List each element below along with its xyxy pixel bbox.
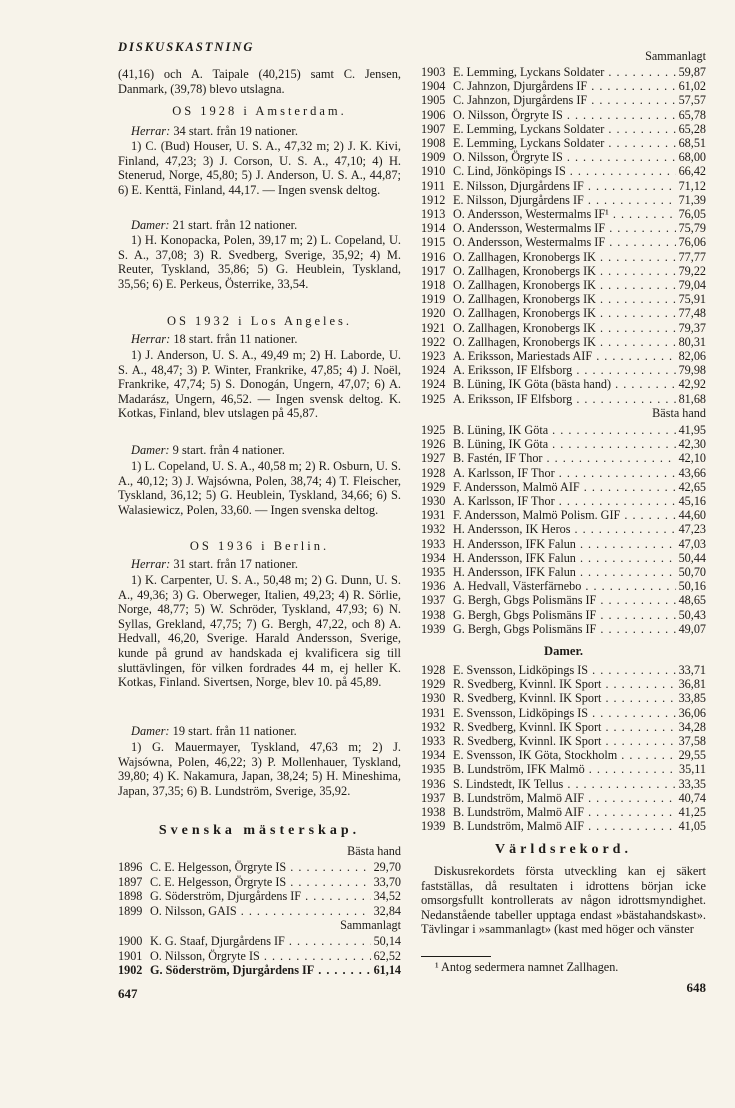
table-row	[421, 437, 706, 451]
intro-paragraph: (41,16) och A. Taipale (40,215) samt C. Jensen, Danmark, (39,78) blevo utslagna.	[118, 67, 401, 96]
value-cell: 50,14	[371, 934, 401, 948]
name-cell: B. Fastén, IF Thor . . .	[453, 451, 676, 465]
table-row	[421, 791, 706, 805]
table-row	[421, 221, 706, 235]
women-info-text: 21 start. från 12 nationer.	[172, 218, 298, 232]
year-cell: 1908	[421, 136, 446, 150]
name-cell: R. Svedberg, Kvinnl. IK Sport . . .	[453, 677, 676, 691]
os1936-women-info	[118, 724, 401, 739]
name-cell: B. Lundström, Malmö AIF . . .	[453, 805, 676, 819]
year-cell: 1939	[421, 819, 446, 834]
table-row	[421, 235, 706, 249]
value-cell: 76,05	[676, 207, 706, 221]
value-cell: 29,70	[371, 860, 401, 874]
value-cell: 34,52	[371, 889, 401, 903]
name-cell: A. Hedvall, Västerfärnebo . . .	[453, 579, 676, 593]
page-number-left: 647	[118, 986, 138, 1001]
year-cell: 1937	[421, 593, 446, 608]
name-cell: G. Söderström, Djurgårdens IF . . .	[150, 889, 371, 903]
name-cell: A. Eriksson, Mariestads AIF . . .	[453, 349, 676, 363]
year-cell: 1925	[421, 423, 446, 437]
running-head: DISKUSKASTNING	[118, 40, 255, 54]
year-cell: 1925	[421, 391, 446, 406]
year-cell: 1901	[118, 948, 143, 963]
name-cell: A. Eriksson, IF Elfsborg . . .	[453, 392, 676, 406]
os1928-men-info	[118, 124, 401, 139]
name-cell: E. Svensson, IK Göta, Stockholm . . .	[453, 748, 676, 762]
table-row	[421, 691, 706, 705]
os1932-heading: OS 1932 i Los Angeles.	[166, 314, 353, 328]
table-row	[421, 321, 706, 335]
value-cell: 32,84	[371, 904, 401, 918]
table-row	[421, 423, 706, 437]
name-cell: A. Karlsson, IF Thor . . .	[453, 494, 676, 508]
year-cell: 1934	[421, 748, 446, 763]
value-cell: 42,10	[676, 451, 706, 465]
footnote: ¹ Antog sedermera namnet Zallhagen.	[435, 960, 619, 974]
year-cell: 1924	[421, 363, 446, 378]
year-cell: 1920	[421, 306, 446, 321]
men-info-text: 18 start. från 11 nationer.	[173, 332, 298, 346]
table-row	[118, 934, 401, 948]
men-info-text: 34 start. från 19 nationer.	[173, 124, 298, 138]
name-cell: O. Andersson, Westermalms IF . . .	[453, 235, 676, 249]
name-cell: O. Nilsson, GAIS . . .	[150, 904, 371, 918]
year-cell: 1933	[421, 734, 446, 748]
value-cell: 75,91	[676, 292, 706, 306]
year-cell: 1924	[421, 377, 446, 392]
table-row	[421, 622, 706, 636]
value-cell: 44,60	[676, 508, 706, 522]
table-row	[421, 122, 706, 136]
year-cell: 1914	[421, 221, 446, 236]
table-row	[118, 860, 401, 874]
year-cell: 1911	[421, 178, 445, 193]
table-row	[421, 292, 706, 306]
year-cell: 1938	[421, 805, 446, 819]
name-cell: E. Lemming, Lyckans Soldater . . .	[453, 136, 676, 150]
year-cell: 1931	[421, 508, 446, 523]
table-row	[421, 777, 706, 791]
os1936-men-results: 1) K. Carpenter, U. S. A., 50,48 m; 2) G. Dunn, U. S. A., 49,36; 3) G. Oberweger, Italien, 49,23; 4) R. Sörlie, Norge, 48,77; 5) W. Schröder, Tyskland, 47,93; 6) N. Syllas, Grekland, 47,75; 7) G. Bergh, 47,22, och 8) A. Hedvall, 46,20, Sverige. Harald Andersson, Sverige, kunde på grund av handskada ej kvalificera sig till sluttävlingen, för vilken fordrades 44 m, ej heller K. Kotkas, Finland. Sivertsen, Norge, blev 10. på 45,89.	[118, 573, 401, 690]
year-cell: 1932	[421, 719, 446, 734]
table-row	[118, 949, 401, 963]
os1936-heading: OS 1936 i Berlin.	[189, 539, 330, 553]
year-cell: 1932	[421, 522, 446, 537]
value-cell: 48,65	[676, 593, 706, 607]
os1936-men-info	[118, 557, 401, 572]
name-cell: O. Zallhagen, Kronobergs IK . . .	[453, 306, 676, 320]
name-cell: C. Jahnzon, Djurgårdens IF . . .	[453, 79, 676, 93]
os1932-men-info	[118, 332, 401, 347]
value-cell: 50,70	[676, 565, 706, 579]
name-cell: C. Lind, Jönköpings IS . . .	[453, 164, 676, 178]
besthand-label: Bästa hand	[652, 406, 706, 420]
value-cell: 50,44	[676, 551, 706, 565]
men-label: Herrar:	[131, 557, 171, 571]
year-cell: 1917	[421, 263, 446, 278]
table-row	[421, 466, 706, 480]
name-cell: R. Svedberg, Kvinnl. IK Sport . . .	[453, 734, 676, 748]
value-cell: 49,07	[676, 622, 706, 636]
varldsrekord-paragraph: Diskusrekordets första utveckling kan ej säkert fastställas, då resultaten i idrottens början icke omsorgsfullt kontrollerats av någon idrottsmyndighet. Nedanstående tabeller upptaga endast »bästahandskast». Tävlingar i »sammanlagt» (kast med höger och vänster	[421, 864, 706, 937]
year-cell: 1936	[421, 579, 446, 594]
men-label: Herrar:	[131, 332, 171, 346]
year-cell: 1903	[421, 65, 446, 79]
name-cell: O. Zallhagen, Kronobergs IK . . .	[453, 321, 676, 335]
table-row	[421, 150, 706, 164]
women-label: Damer:	[131, 218, 170, 232]
table-row	[421, 250, 706, 264]
name-cell: F. Andersson, Malmö AIF . . .	[453, 480, 676, 494]
table-row	[421, 164, 706, 178]
name-cell: O. Nilsson, Örgryte IS . . .	[150, 949, 371, 963]
value-cell: 41,25	[676, 805, 706, 819]
value-cell: 77,48	[676, 306, 706, 320]
name-cell: S. Lindstedt, IK Tellus . . .	[453, 777, 676, 791]
name-cell: B. Lüning, IK Göta . . .	[453, 437, 676, 451]
table-row	[421, 349, 706, 363]
value-cell: 79,98	[676, 363, 706, 377]
name-cell: E. Nilsson, Djurgårdens IF . . .	[453, 179, 676, 193]
damer-heading: Damer.	[543, 644, 584, 658]
table-row	[421, 179, 706, 193]
table-row	[421, 663, 706, 677]
name-cell: G. Bergh, Gbgs Polismäns IF . . .	[453, 622, 676, 636]
table-row	[118, 963, 401, 977]
year-cell: 1923	[421, 349, 446, 363]
year-cell: 1929	[421, 677, 446, 692]
value-cell: 62,52	[371, 949, 401, 963]
year-cell: 1930	[421, 494, 446, 508]
name-cell: A. Karlsson, IF Thor . . .	[453, 466, 676, 480]
value-cell: 43,66	[676, 466, 706, 480]
value-cell: 33,71	[676, 663, 706, 677]
name-cell: O. Nilsson, Örgryte IS . . .	[453, 108, 676, 122]
name-cell: H. Andersson, IFK Falun . . .	[453, 551, 676, 565]
year-cell: 1905	[421, 93, 446, 108]
year-cell: 1899	[118, 903, 143, 918]
table-row	[421, 762, 706, 776]
year-cell: 1912	[421, 192, 446, 207]
year-cell: 1931	[421, 705, 446, 720]
value-cell: 42,30	[676, 437, 706, 451]
value-cell: 33,70	[371, 875, 401, 889]
year-cell: 1907	[421, 121, 446, 136]
value-cell: 82,06	[676, 349, 706, 363]
name-cell: F. Andersson, Malmö Polism. GIF . . .	[453, 508, 676, 522]
value-cell: 71,12	[676, 179, 706, 193]
value-cell: 50,16	[676, 579, 706, 593]
name-cell: H. Andersson, IK Heros . . .	[453, 522, 676, 536]
value-cell: 37,58	[676, 734, 706, 748]
year-cell: 1902	[118, 963, 143, 977]
table-row	[118, 889, 401, 903]
year-cell: 1910	[421, 164, 446, 179]
table-row	[421, 377, 706, 391]
table-row	[421, 706, 706, 720]
value-cell: 29,55	[676, 748, 706, 762]
name-cell: B. Lundström, Malmö AIF . . .	[453, 819, 676, 833]
name-cell: E. Nilsson, Djurgårdens IF . . .	[453, 193, 676, 207]
year-cell: 1900	[118, 934, 143, 948]
table-row	[421, 508, 706, 522]
value-cell: 79,04	[676, 278, 706, 292]
table-row	[421, 480, 706, 494]
value-cell: 50,43	[676, 608, 706, 622]
table-row	[421, 278, 706, 292]
table-row	[421, 522, 706, 536]
table-row	[421, 264, 706, 278]
year-cell: 1916	[421, 249, 446, 264]
table-row	[421, 608, 706, 622]
name-cell: G. Bergh, Gbgs Polismäns IF . . .	[453, 608, 676, 622]
table-row	[421, 593, 706, 607]
name-cell: O. Zallhagen, Kronobergs IK . . .	[453, 264, 676, 278]
table-row	[421, 451, 706, 465]
value-cell: 79,37	[676, 321, 706, 335]
value-cell: 47,23	[676, 522, 706, 536]
os1928-men-results: 1) C. (Bud) Houser, U. S. A., 47,32 m; 2) J. K. Kivi, Finland, 47,23; 3) J. Corson, U. S. A., 47,10; 4) H. Stenerud, Norge, 45,80; 5) J. Anderson, U. S. A., 44,87; 6) E. Kenttä, Finland, 44,17. — Ingen svensk deltog.	[118, 139, 401, 197]
name-cell: G. Söderström, Djurgårdens IF . . .	[150, 963, 371, 977]
value-cell: 40,74	[676, 791, 706, 805]
year-cell: 1918	[421, 278, 446, 292]
table-row	[421, 537, 706, 551]
table-row	[421, 677, 706, 691]
table-row	[421, 819, 706, 833]
name-cell: E. Svensson, Lidköpings IS . . .	[453, 663, 676, 677]
table-row	[421, 720, 706, 734]
name-cell: R. Svedberg, Kvinnl. IK Sport . . .	[453, 720, 676, 734]
year-cell: 1934	[421, 550, 446, 565]
value-cell: 41,95	[676, 423, 706, 437]
name-cell: O. Nilsson, Örgryte IS . . .	[453, 150, 676, 164]
os1932-women-results: 1) L. Copeland, U. S. A., 40,58 m; 2) R. Osburn, U. S. A., 40,12; 3) J. Wajsówna, Polen, 38,74; 4) T. Fleischer, Tyskland, 36,12; 5) G. Heublein, Tyskland, 34,66; 6) S. Walasiewicz, Polen, 33,60. — Ingen svenska deltog.	[118, 459, 401, 517]
name-cell: B. Lüning, IK Göta . . .	[453, 423, 676, 437]
year-cell: 1937	[421, 790, 446, 805]
footnote-divider	[421, 956, 491, 957]
table-row	[421, 306, 706, 320]
value-cell: 71,39	[676, 193, 706, 207]
value-cell: 42,65	[676, 480, 706, 494]
table-row	[421, 734, 706, 748]
value-cell: 42,92	[676, 377, 706, 391]
name-cell: E. Svensson, Lidköpings IS . . .	[453, 706, 676, 720]
year-cell: 1927	[421, 451, 446, 466]
year-cell: 1904	[421, 79, 446, 94]
value-cell: 33,35	[676, 777, 706, 791]
table-row	[421, 93, 706, 107]
name-cell: O. Zallhagen, Kronobergs IK . . .	[453, 278, 676, 292]
value-cell: 61,02	[676, 79, 706, 93]
name-cell: O. Andersson, Westermalms IF . . .	[453, 221, 676, 235]
os1928-women-info	[118, 218, 401, 233]
year-cell: 1921	[421, 320, 446, 335]
name-cell: B. Lundström, Malmö AIF . . .	[453, 791, 676, 805]
year-cell: 1913	[421, 207, 446, 221]
table-row	[118, 875, 401, 889]
value-cell: 36,81	[676, 677, 706, 691]
table-row	[421, 79, 706, 93]
value-cell: 65,28	[676, 122, 706, 136]
value-cell: 66,42	[676, 164, 706, 178]
year-cell: 1928	[421, 663, 446, 677]
year-cell: 1897	[118, 874, 143, 889]
name-cell: C. E. Helgesson, Örgryte IS . . .	[150, 860, 371, 874]
year-cell: 1929	[421, 479, 446, 494]
year-cell: 1939	[421, 621, 446, 636]
table-row	[421, 565, 706, 579]
name-cell: O. Zallhagen, Kronobergs IK . . .	[453, 335, 676, 349]
table-row	[421, 551, 706, 565]
value-cell: 59,87	[676, 65, 706, 79]
value-cell: 61,14	[371, 963, 401, 977]
name-cell: R. Svedberg, Kvinnl. IK Sport . . .	[453, 691, 676, 705]
value-cell: 41,05	[676, 819, 706, 833]
year-cell: 1936	[421, 776, 446, 791]
os1936-women-results: 1) G. Mauermayer, Tyskland, 47,63 m; 2) J. Wajsówna, Polen, 46,22; 3) P. Mollenhauer, Tyskland, 39,80; 4) K. Nakamura, Japan, 38,24; 5) H. Mineshima, Japan, 37,35; 6) B. Lundström, Sverige, 35,92.	[118, 740, 401, 798]
name-cell: H. Andersson, IFK Falun . . .	[453, 537, 676, 551]
value-cell: 80,31	[676, 335, 706, 349]
value-cell: 77,77	[676, 250, 706, 264]
name-cell: C. E. Helgesson, Örgryte IS . . .	[150, 875, 371, 889]
table-row	[421, 335, 706, 349]
year-cell: 1919	[421, 292, 446, 307]
table-row	[421, 136, 706, 150]
name-cell: B. Lundström, IFK Malmö . . .	[453, 762, 676, 776]
value-cell: 75,79	[676, 221, 706, 235]
year-cell: 1938	[421, 607, 446, 622]
table-row	[421, 207, 706, 221]
year-cell: 1922	[421, 334, 446, 349]
value-cell: 34,28	[676, 720, 706, 734]
os1932-women-info	[118, 443, 401, 458]
page-number-right: 648	[686, 980, 706, 995]
name-cell: E. Lemming, Lyckans Soldater . . .	[453, 65, 676, 79]
sammanlagt-label: Sammanlagt	[340, 918, 401, 932]
value-cell: 36,06	[676, 706, 706, 720]
year-cell: 1906	[421, 107, 446, 122]
year-cell: 1935	[421, 565, 446, 579]
svenska-masterskap-heading: Svenska mästerskap.	[158, 823, 361, 838]
name-cell: O. Zallhagen, Kronobergs IK . . .	[453, 250, 676, 264]
value-cell: 68,00	[676, 150, 706, 164]
name-cell: O. Zallhagen, Kronobergs IK . . .	[453, 292, 676, 306]
value-cell: 79,22	[676, 264, 706, 278]
os1928-women-results: 1) H. Konopacka, Polen, 39,17 m; 2) L. Copeland, U. S. A., 37,08; 3) R. Svedberg, Sverige, 35,92; 4) M. Reuter, Tyskland, 35,86; 5) G. Heublein, Tyskland, 35,56; 6) E. Perkeus, Österrike, 33,54.	[118, 233, 401, 291]
table-row	[421, 748, 706, 762]
women-label: Damer:	[131, 443, 170, 457]
women-label: Damer:	[131, 724, 170, 738]
table-row	[421, 65, 706, 79]
value-cell: 65,78	[676, 108, 706, 122]
value-cell: 47,03	[676, 537, 706, 551]
name-cell: A. Eriksson, IF Elfsborg . . .	[453, 363, 676, 377]
table-row	[421, 392, 706, 406]
besthand-label: Bästa hand	[347, 844, 401, 858]
value-cell: 35,11	[676, 762, 706, 776]
value-cell: 81,68	[676, 392, 706, 406]
varldsrekord-heading: Världsrekord.	[495, 842, 632, 857]
sammanlagt-label: Sammanlagt	[645, 49, 706, 63]
year-cell: 1909	[421, 150, 446, 165]
value-cell: 45,16	[676, 494, 706, 508]
name-cell: B. Lüning, IK Göta (bästa hand) . . .	[453, 377, 676, 391]
year-cell: 1896	[118, 860, 143, 874]
value-cell: 57,57	[676, 93, 706, 107]
year-cell: 1926	[421, 437, 446, 452]
year-cell: 1933	[421, 536, 446, 551]
name-cell: H. Andersson, IFK Falun . . .	[453, 565, 676, 579]
year-cell: 1935	[421, 762, 446, 777]
year-cell: 1898	[118, 889, 143, 903]
name-cell: O. Andersson, Westermalms IF¹ . . .	[453, 207, 676, 221]
women-info-text: 19 start. från 11 nationer.	[172, 724, 297, 738]
name-cell: C. Jahnzon, Djurgårdens IF . . .	[453, 93, 676, 107]
table-row	[421, 579, 706, 593]
men-label: Herrar:	[131, 124, 171, 138]
value-cell: 76,06	[676, 235, 706, 249]
table-row	[421, 363, 706, 377]
value-cell: 68,51	[676, 136, 706, 150]
name-cell: G. Bergh, Gbgs Polismäns IF . . .	[453, 593, 676, 607]
men-info-text: 31 start. från 17 nationer.	[173, 557, 298, 571]
year-cell: 1930	[421, 691, 446, 706]
os1932-men-results: 1) J. Anderson, U. S. A., 49,49 m; 2) H. Laborde, U. S. A., 48,47; 3) P. Winter, Frankrike, 47,85; 4) J. Noël, Frankrike, 47,74; 5) S. Donogán, Ungern, 47,07; 6) A. Madarász, Ungern, 46,52. — Ingen svensk deltog. K. Kotkas, Finland, blev utslagen på 45,87.	[118, 348, 401, 421]
table-row	[421, 494, 706, 508]
table-row	[118, 904, 401, 918]
year-cell: 1915	[421, 235, 446, 250]
name-cell: K. G. Staaf, Djurgårdens IF . . .	[150, 934, 371, 948]
table-row	[421, 108, 706, 122]
table-row	[421, 193, 706, 207]
year-cell: 1928	[421, 465, 446, 480]
value-cell: 33,85	[676, 691, 706, 705]
table-row	[421, 805, 706, 819]
os1928-heading: OS 1928 i Amsterdam.	[172, 104, 347, 118]
name-cell: E. Lemming, Lyckans Soldater . . .	[453, 122, 676, 136]
women-info-text: 9 start. från 4 nationer.	[172, 443, 285, 457]
